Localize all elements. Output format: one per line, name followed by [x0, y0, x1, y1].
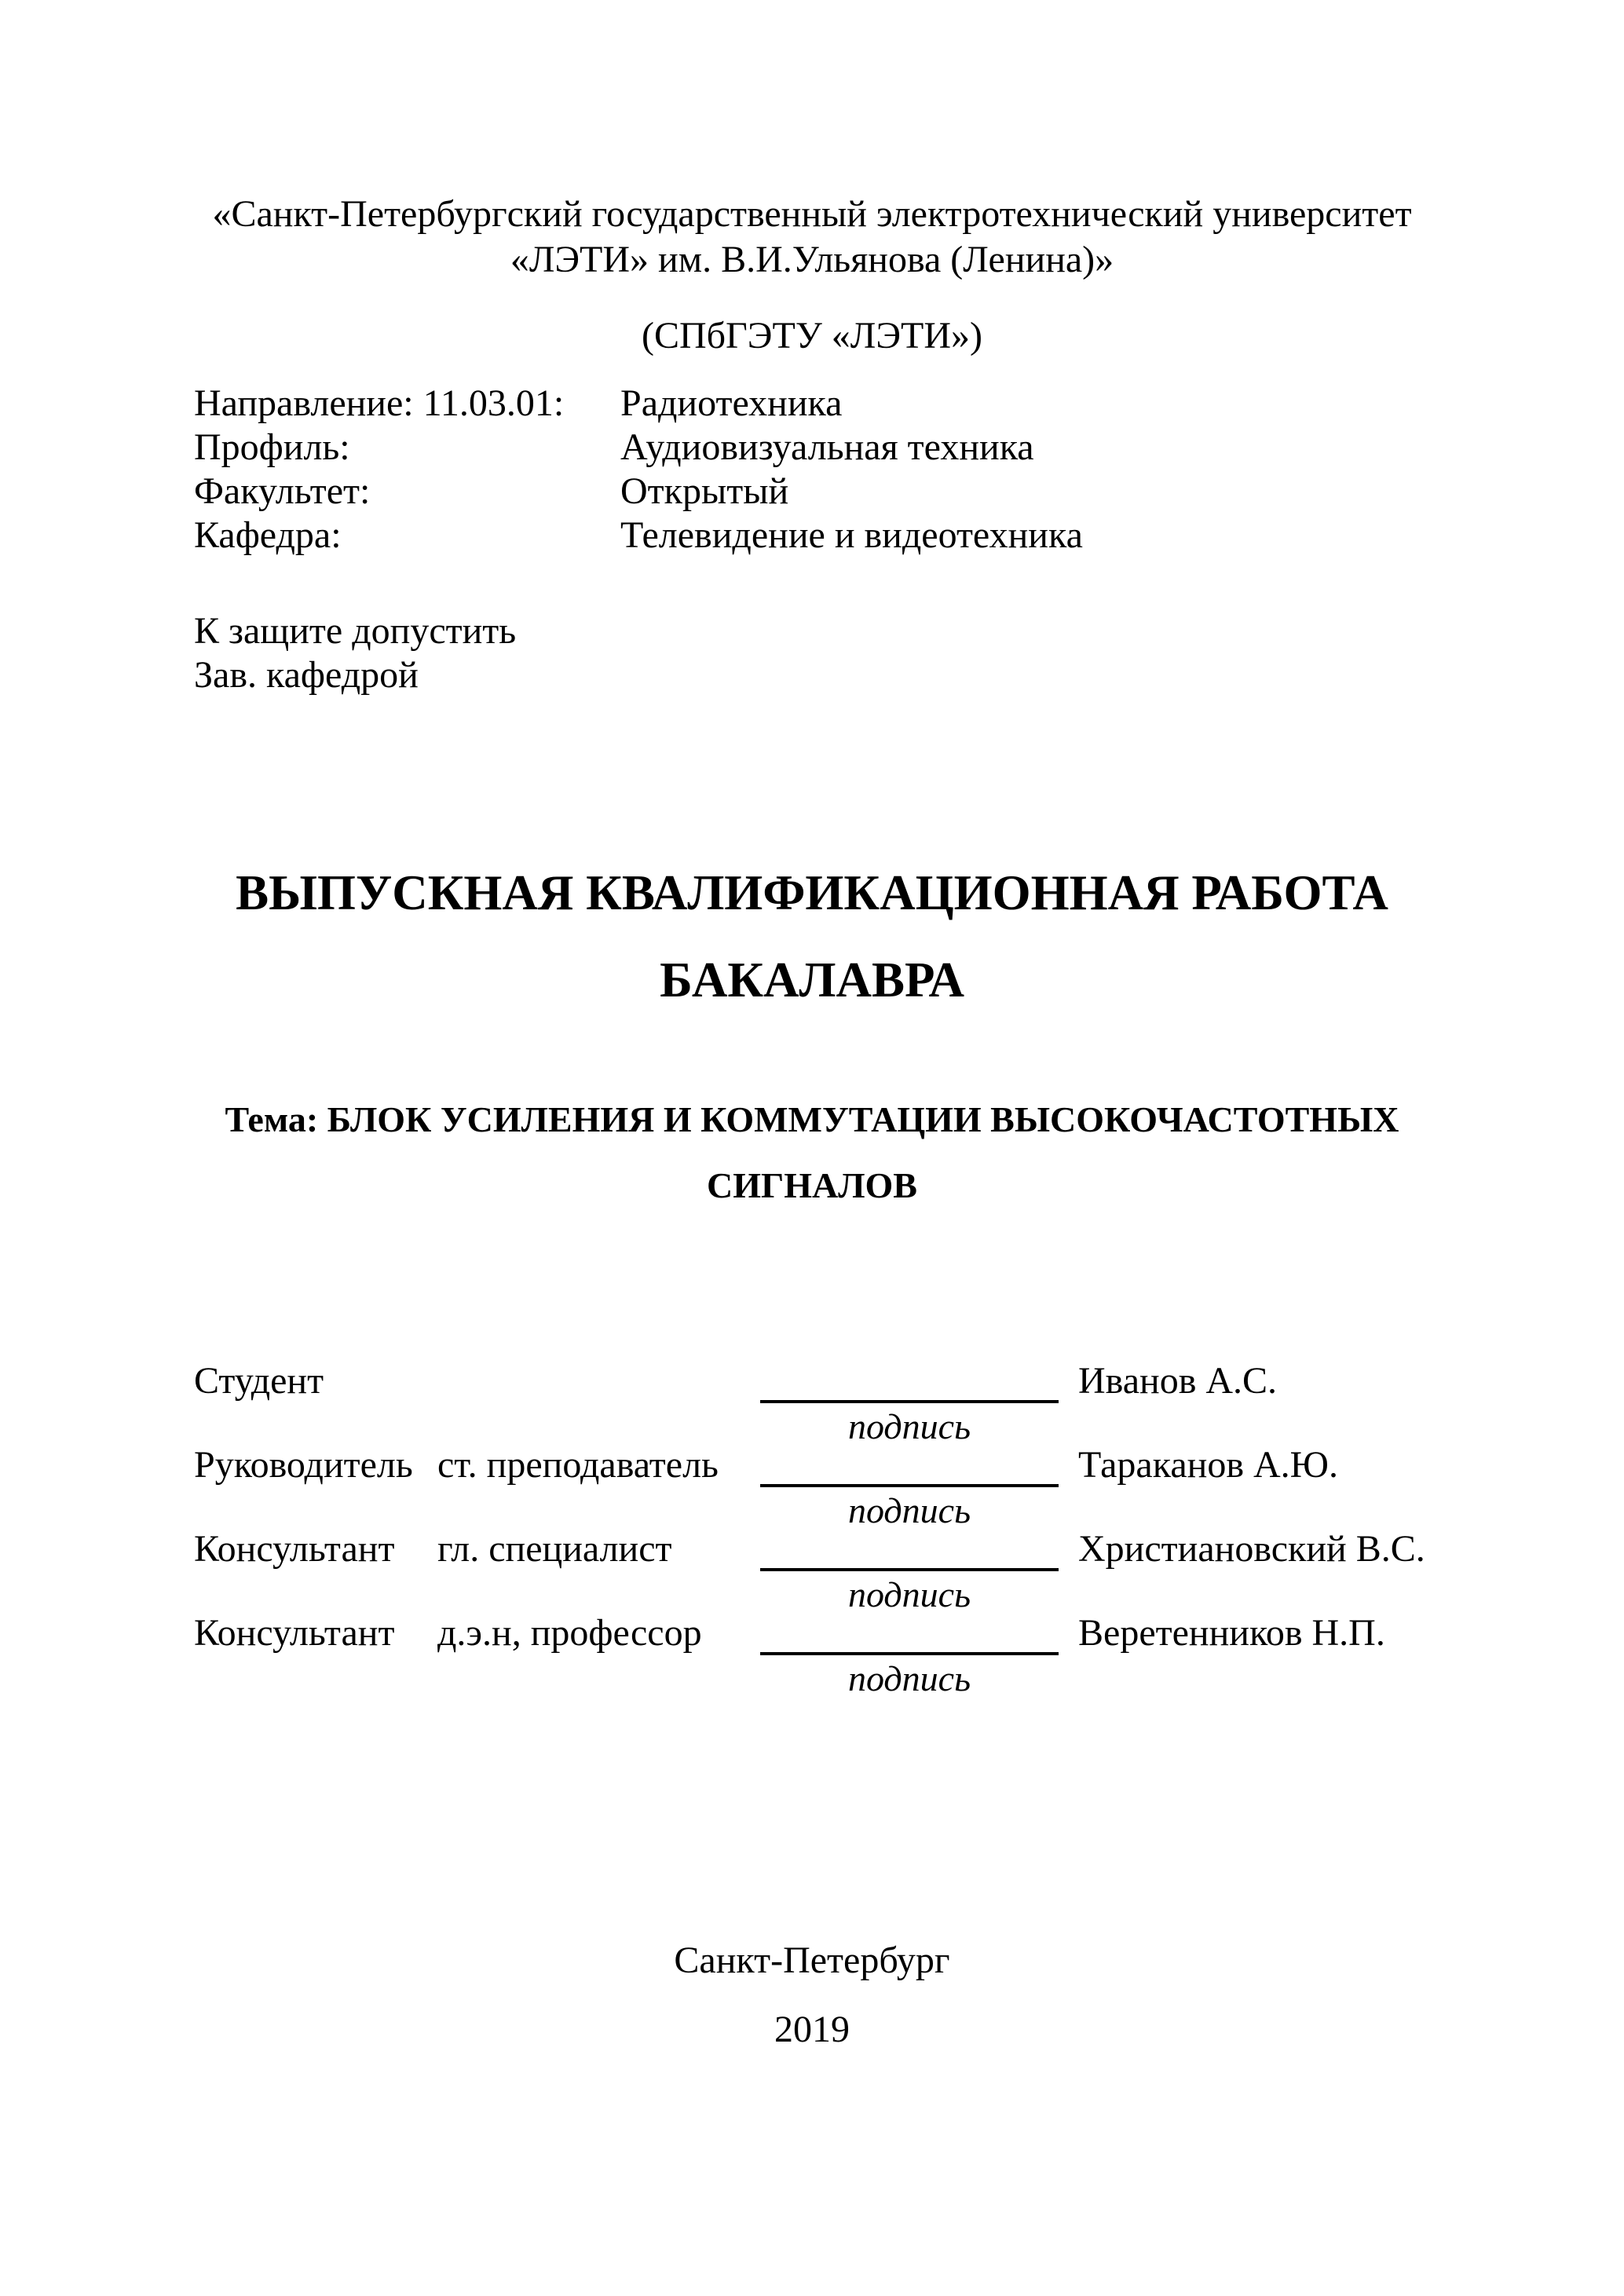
signature-title: ст. преподаватель	[437, 1444, 719, 1486]
signature-row-supervisor	[0, 1446, 1624, 1530]
admission-line1: К защите допустить	[194, 610, 517, 652]
university-name-line1: «Санкт-Петербургский государственный электротехнический университет	[212, 193, 1412, 235]
program-row-direction	[194, 382, 1624, 426]
field-value: Телевидение и видеотехника	[620, 514, 1083, 556]
signature-name: Христиановский В.С.	[1078, 1528, 1425, 1570]
signature-role: Консультант	[194, 1528, 395, 1570]
signature-role: Руководитель	[194, 1444, 413, 1486]
field-label: Профиль:	[194, 426, 350, 468]
signature-caption: подпись	[847, 1574, 971, 1614]
signature-role: Консультант	[194, 1612, 395, 1654]
signature-line	[760, 1362, 1059, 1403]
signature-row-student	[0, 1362, 1624, 1446]
theme-line1: Тема: БЛОК УСИЛЕНИЯ И КОММУТАЦИИ ВЫСОКОЧАСТОТНЫХ	[225, 1099, 1399, 1139]
signature-row-consultant-2	[0, 1614, 1624, 1698]
program-row-faculty	[194, 470, 1624, 514]
admission-block	[194, 609, 516, 697]
signature-title: гл. специалист	[437, 1528, 672, 1570]
university-name-line2: «ЛЭТИ» им. В.И.Ульянова (Ленина)»	[510, 239, 1114, 280]
theme-line2: СИГНАЛОВ	[706, 1165, 917, 1205]
footer-city: Санкт-Петербург	[674, 1940, 950, 1981]
signature-caption: подпись	[847, 1490, 971, 1530]
work-title-line1: ВЫПУСКНАЯ КВАЛИФИКАЦИОННАЯ РАБОТА	[236, 865, 1388, 920]
work-title-line2: БАКАЛАВРА	[660, 952, 964, 1007]
field-value: Аудиовизуальная техника	[620, 426, 1034, 468]
field-value: Радиотехника	[620, 382, 843, 424]
signature-line	[760, 1614, 1059, 1655]
field-label: Кафедра:	[194, 514, 342, 556]
footer-year: 2019	[774, 2009, 850, 2050]
admission-line2: Зав. кафедрой	[194, 654, 419, 696]
signature-role: Студент	[194, 1360, 324, 1402]
field-value: Открытый	[620, 470, 789, 512]
signature-line	[760, 1446, 1059, 1487]
signature-name: Тараканов А.Ю.	[1078, 1444, 1338, 1486]
signature-name: Иванов А.С.	[1078, 1360, 1278, 1402]
signature-row-consultant-1	[0, 1530, 1624, 1614]
university-abbreviation: (СПбГЭТУ «ЛЭТИ»)	[641, 315, 983, 356]
university-header	[0, 192, 1624, 283]
signature-caption: подпись	[847, 1406, 971, 1446]
signature-caption: подпись	[847, 1658, 971, 1698]
field-label: Направление: 11.03.01:	[194, 382, 565, 424]
signature-line	[760, 1530, 1059, 1571]
program-row-department	[194, 514, 1624, 558]
signature-title: д.э.н, профессор	[437, 1612, 702, 1654]
field-label: Факультет:	[194, 470, 371, 512]
program-row-profile	[194, 426, 1624, 470]
signature-name: Веретенников Н.П.	[1078, 1612, 1385, 1654]
